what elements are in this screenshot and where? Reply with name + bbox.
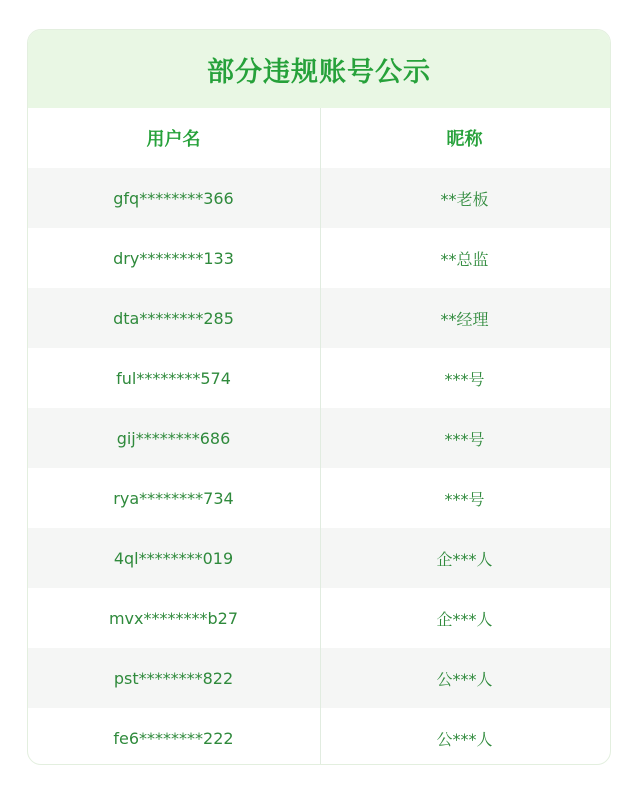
username-cell: gfq********366 — [113, 188, 234, 208]
nickname-cell: 企***人 — [436, 609, 493, 629]
nickname-cell: **总监 — [440, 249, 489, 269]
header-nickname: 昵称 — [446, 129, 483, 150]
username-cell: rya********734 — [113, 488, 234, 508]
accounts-table — [28, 108, 610, 765]
username-cell: dry********133 — [113, 248, 234, 268]
username-cell: ful********574 — [116, 368, 231, 388]
page-title: 部分违规账号公示 — [207, 56, 431, 88]
nickname-cell: ***号 — [444, 429, 485, 449]
table-row — [28, 168, 610, 228]
nickname-cell: **经理 — [440, 309, 489, 329]
table-row — [28, 588, 610, 648]
header-username: 用户名 — [146, 129, 201, 150]
nickname-cell: 公***人 — [436, 669, 493, 689]
username-cell: 4ql********019 — [113, 548, 234, 568]
column-divider — [320, 108, 321, 765]
table-row — [28, 408, 610, 468]
nickname-cell: ***号 — [444, 489, 485, 509]
table-row — [28, 348, 610, 408]
nickname-cell: ***号 — [444, 369, 485, 389]
nickname-cell: 公***人 — [436, 729, 493, 749]
table-header-row — [28, 108, 610, 168]
table-row — [28, 468, 610, 528]
nickname-cell: **老板 — [440, 189, 489, 209]
username-cell: mvx********b27 — [108, 608, 239, 628]
username-cell: dta********285 — [113, 308, 234, 328]
title-bar — [28, 30, 610, 108]
username-cell: pst********822 — [113, 668, 234, 688]
table-row — [28, 708, 610, 765]
username-cell: fe6********222 — [113, 728, 234, 748]
table-row — [28, 288, 610, 348]
table-row — [28, 648, 610, 708]
username-cell: gij********686 — [116, 428, 231, 448]
nickname-cell: 企***人 — [436, 549, 493, 569]
table-row — [28, 528, 610, 588]
violation-accounts-card — [27, 29, 611, 765]
table-row — [28, 228, 610, 288]
